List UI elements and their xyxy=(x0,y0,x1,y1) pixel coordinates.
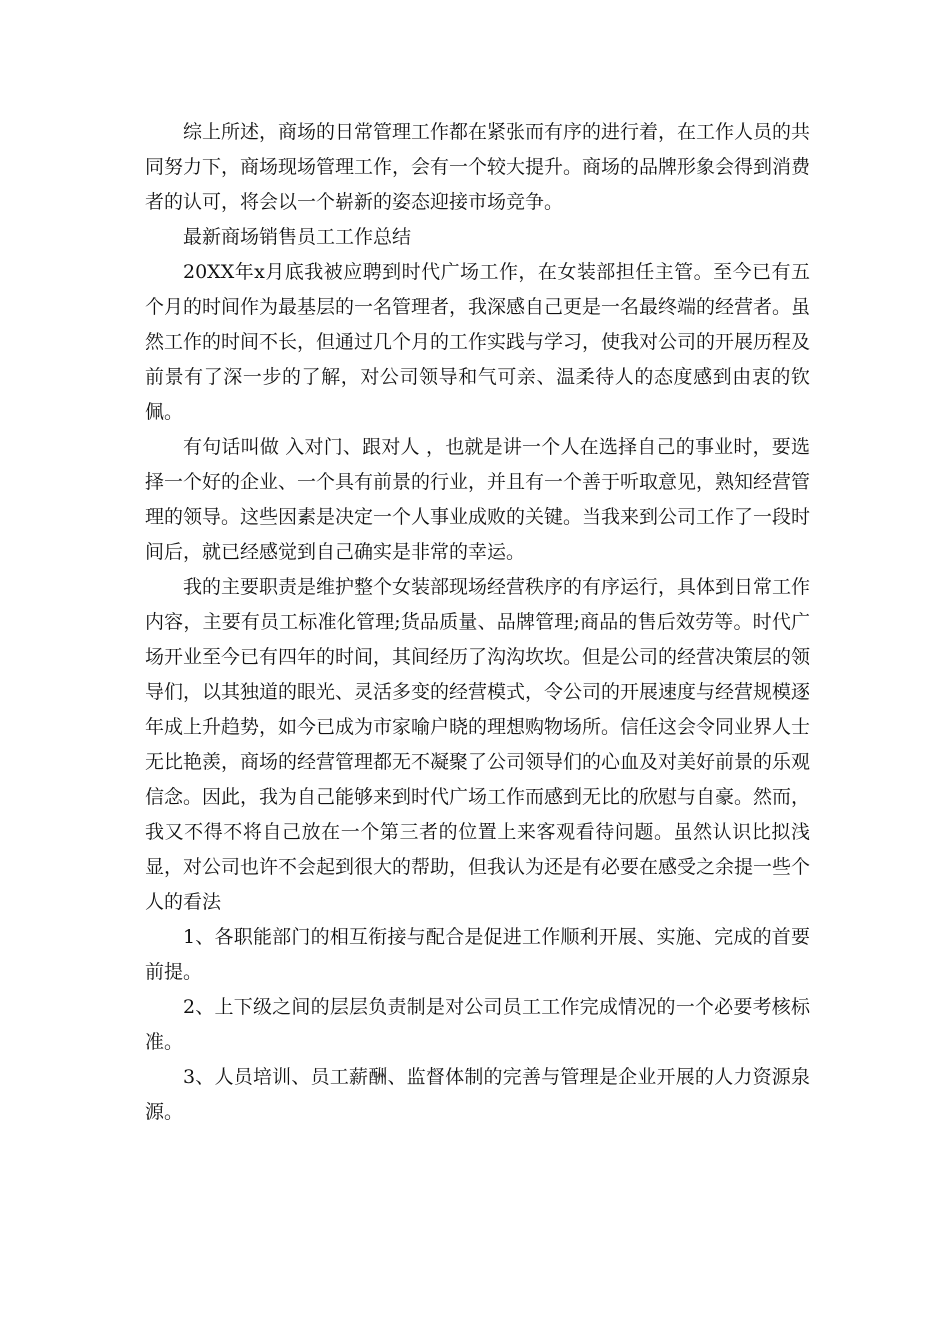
section-title: 最新商场销售员工工作总结 xyxy=(183,226,412,248)
paragraph-duties: 我的主要职责是维护整个女装部现场经营秩序的有序运行，具体到日常工作内容，主要有员工标准化管理;货品质量、品牌管理;商品的售后效劳等。时代广场开业至今已有四年的时间，其间经历了沟沟坎坎。但是公司的经营决策层的领导们，以其独道的眼光、灵活多变的经营模式，令公司的开展速度与经营规模逐年成上升趋势，如今已成为市家喻户晓的理想购物场所。信任这会令同业界人士无比艳羡，商场的经营管理都无不凝聚了公司领导们的心血及对美好前景的乐观信念。因此，我为自己能够来到时代广场工作而感到无比的欣慰与自豪。然而，我又不得不将自己放在一个第三者的位置上来客观看待问题。虽然认识比拟浅显，对公司也许不会起到很大的帮助，但我认为还是有必要在感受之余提一些个人的看法 xyxy=(145,576,811,913)
list-item-2: 2、上下级之间的层层负责制是对公司员工工作完成情况的一个必要考核标准。 xyxy=(145,996,810,1053)
list-item-1: 1、各职能部门的相互衔接与配合是促进工作顺利开展、实施、完成的首要前提。 xyxy=(145,926,810,983)
paragraph-saying: 有句话叫做 入对门、跟对人 ，也就是讲一个人在选择自己的事业时，要选择一个好的企业、一个具有前景的行业，并且有一个善于听取意见，熟知经营管理的领导。这些因素是决定一个人事业成败的关键。当我来到公司工作了一段时间后，就已经感觉到自己确实是非常的幸运。 xyxy=(145,436,811,563)
document-page xyxy=(145,115,810,1130)
paragraph-intro: 20XX年x月底我被应聘到时代广场工作，在女装部担任主管。至今已有五个月的时间作为最基层的一名管理者，我深感自己更是一名最终端的经营者。虽然工作的时间不长，但通过几个月的工作实践与学习，使我对公司的开展历程及前景有了深一步的了解，对公司领导和气可亲、温柔待人的态度感到由衷的钦佩。 xyxy=(145,261,811,423)
paragraph-summary: 综上所述，商场的日常管理工作都在紧张而有序的进行着，在工作人员的共同努力下，商场现场管理工作，会有一个较大提升。商场的品牌形象会得到消费者的认可，将会以一个崭新的姿态迎接市场竞争。 xyxy=(145,121,811,213)
list-item-3: 3、人员培训、员工薪酬、监督体制的完善与管理是企业开展的人力资源泉源。 xyxy=(145,1066,810,1123)
